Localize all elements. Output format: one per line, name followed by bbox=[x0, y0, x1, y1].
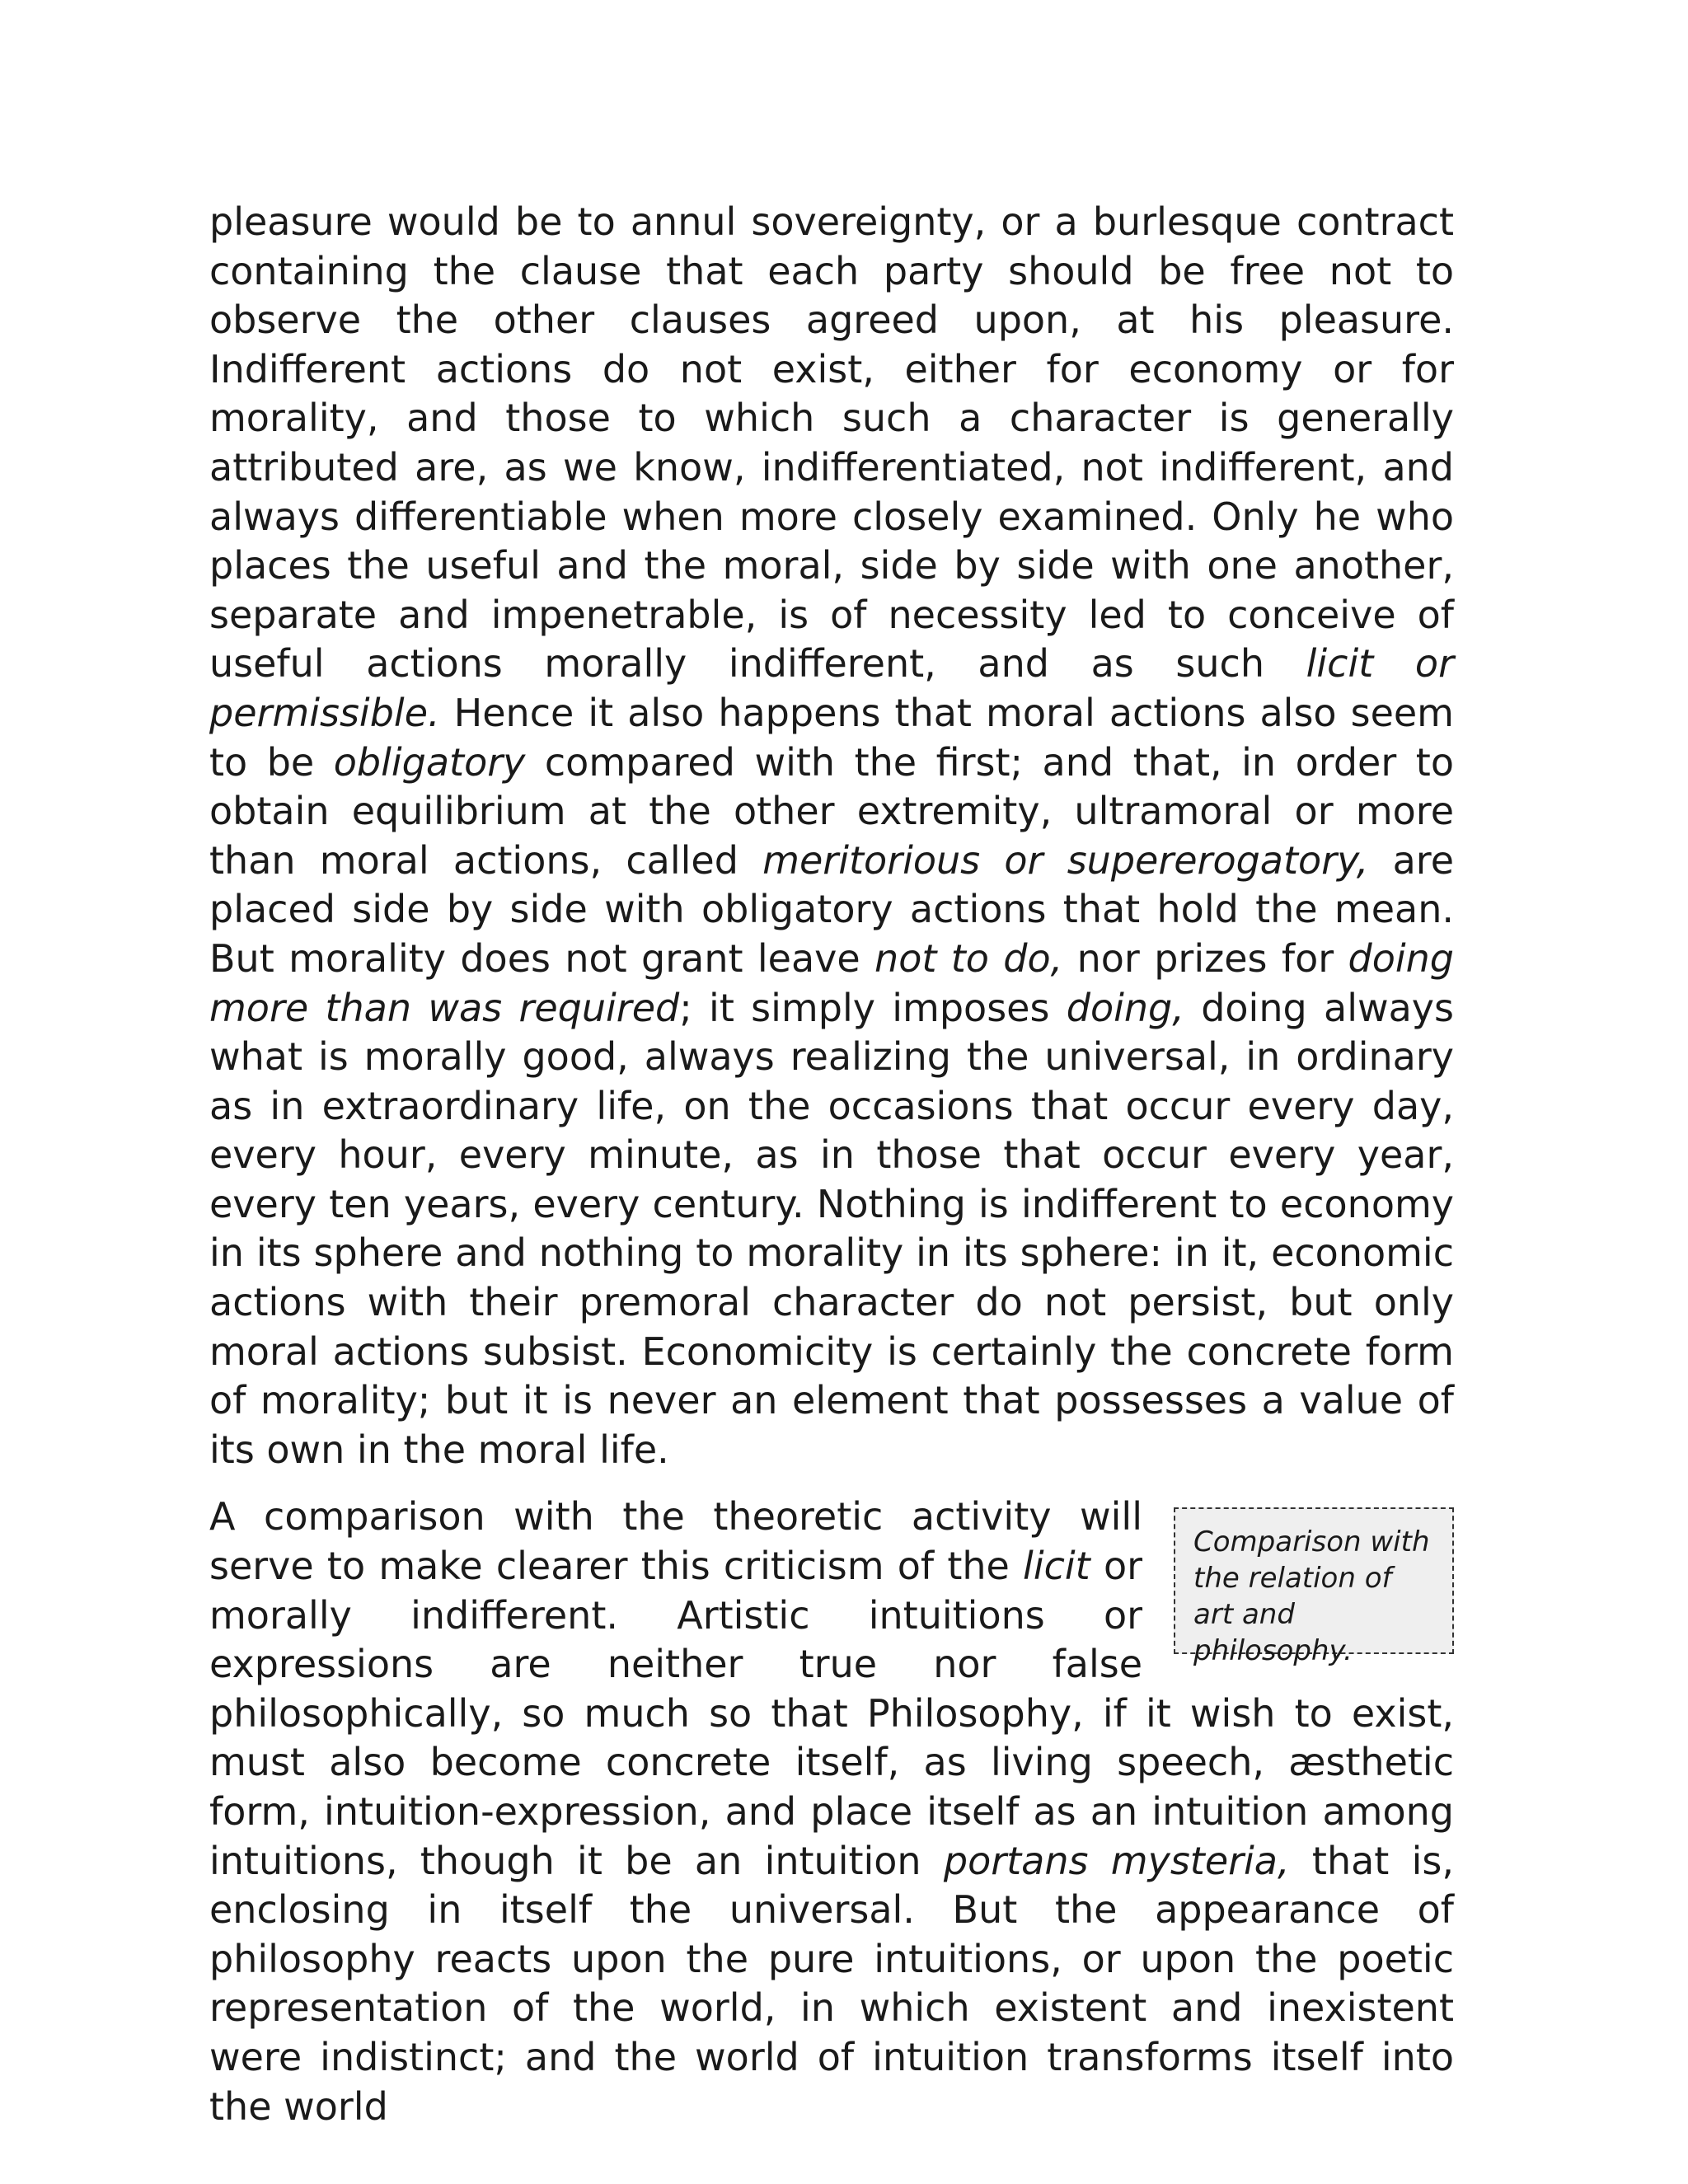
text-segment: compared with the first; and that, in order to obtain equilibrium at the other extremity, ultramoral or more than moral actions, called bbox=[209, 739, 1454, 883]
text-segment: that is, enclosing in itself the universal. But the appearance of philosophy reacts upon the pure intuitions, or upon the poetic representation of the world, in which existent and inexistent were indistinct; and the world of intuition transforms itself into the world bbox=[209, 1838, 1454, 2129]
text-segment-italic: licit or permissible. bbox=[209, 641, 1454, 735]
text-segment-italic: doing more than was required bbox=[209, 935, 1454, 1030]
text-segment: are placed side by side with obligatory actions that hold the mean. But morality does not grant leave bbox=[209, 837, 1455, 981]
text-segment: doing always what is morally good, always realizing the universal, in ordinary as in extraordinary life, on the occasions that occur every day, every hour, every minute, as in those that occur every year, every ten years, every century. Nothing is indifferent to economy in its sphere and nothing to morality in its sphere: in it, economic actions with their premoral character do not persist, but only moral actions subsist. Economicity is certainly the concrete form of morality; but it is never an element that possesses a value of its own in the moral life. bbox=[209, 985, 1454, 1472]
text-segment-italic: not to do, bbox=[874, 935, 1063, 981]
text-segment-italic: meritorious or supererogatory, bbox=[762, 837, 1369, 883]
text-segment: pleasure would be to annul sovereignty, or a burlesque contract containing the clause that each party should be free not to observe the other clauses agreed upon, at his pleasure. Indifferent actions do not exist, either for economy or for morality, and those to which such a character is generally attributed are, as we know, indifferentiated, not indifferent, and always differentiable when more closely examined. Only he who places the useful and the moral, side by side with one another, separate and impenetrable, is of necessity led to conceive of useful actions morally indifferent, and as such bbox=[209, 199, 1454, 687]
text-segment-italic: obligatory bbox=[333, 739, 526, 785]
paragraph-indifferent-actions bbox=[209, 198, 1454, 1474]
text-segment: or morally indifferent. Artistic intuitions or expressions are neither true nor false philosophically, so much so that Philosophy, if it wish to exist, must also become concrete itself, as living speech, æsthetic form, intuition-expression, and place itself as an intuition among intuitions, though it be an intuition bbox=[209, 1544, 1454, 1883]
text-segment: A comparison with the theoretic activity will serve to make clearer this criticism of the bbox=[209, 1494, 1142, 1589]
text-segment: ; it simply imposes bbox=[679, 985, 1067, 1030]
page-body bbox=[209, 198, 1454, 2131]
margin-note: Comparison with the relation of art and philosophy. bbox=[1174, 1507, 1454, 1654]
text-segment-italic: portans mysteria, bbox=[943, 1838, 1290, 1883]
text-segment-italic: doing, bbox=[1066, 985, 1184, 1030]
text-segment-italic: licit bbox=[1023, 1544, 1090, 1589]
text-segment: nor prizes for bbox=[1062, 935, 1348, 981]
paragraph-theoretic-comparison bbox=[209, 1493, 1454, 2131]
text-segment: Hence it also happens that moral actions also seem to be bbox=[209, 690, 1454, 785]
